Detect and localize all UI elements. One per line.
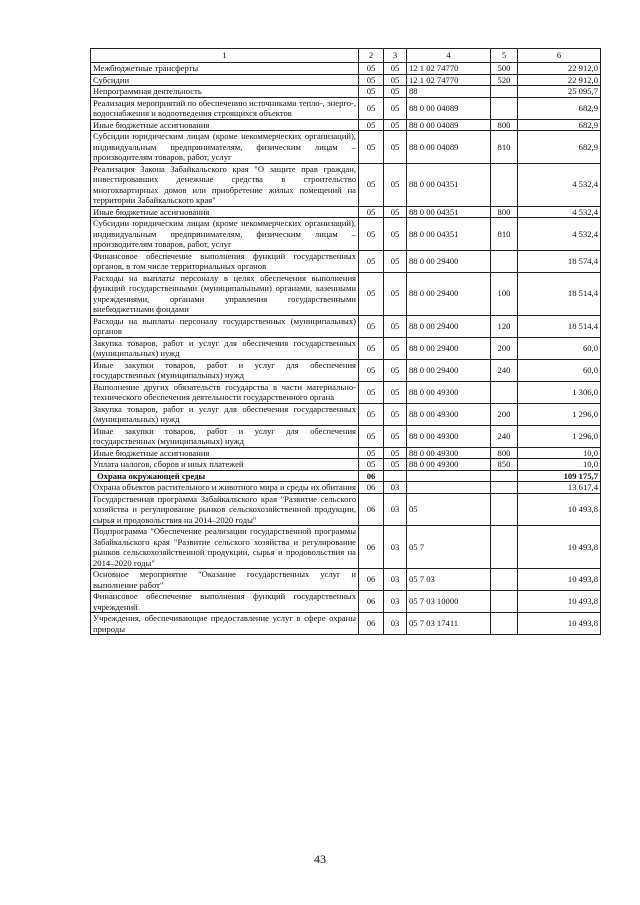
- row-amount-cell: 13 617,4: [518, 482, 601, 494]
- row-target-article-cell: 88 0 00 29400: [407, 250, 491, 272]
- row-name-cell: Подпрограмма "Обеспечение реализации государственной программы Забайкальского края "Развитие сельского хозяйства и регулирование рынков сельскохозяйственной продукции, сырья и продовольствия на 2014–2020 годы": [91, 526, 359, 569]
- row-expense-type-cell: 120: [491, 315, 518, 337]
- header-col-6: 6: [518, 49, 601, 63]
- row-expense-type-cell: [491, 163, 518, 206]
- row-name-cell: Учреждения, обеспечивающие предоставление услуг в сфере охраны природы: [91, 613, 359, 635]
- table-row: [91, 86, 601, 98]
- row-name-cell: Непрограммная деятельность: [91, 86, 359, 98]
- row-target-article-cell: 88 0 00 49300: [407, 459, 491, 471]
- row-target-article-cell: 12 1 02 74770: [407, 63, 491, 75]
- table-row: [91, 97, 601, 119]
- row-amount-cell: 4 532,4: [518, 218, 601, 251]
- row-name-cell: Финансовое обеспечение выполнения функций государственных органов, в том числе территориальных органов: [91, 250, 359, 272]
- row-subsection-cell: 05: [384, 74, 407, 86]
- row-target-article-cell: 88 0 00 29400: [407, 315, 491, 337]
- row-amount-cell: 18 514,4: [518, 272, 601, 315]
- table-row: [91, 250, 601, 272]
- row-target-article-cell: 88 0 00 04351: [407, 163, 491, 206]
- row-section-cell: 05: [359, 131, 384, 164]
- row-target-article-cell: 88 0 00 04089: [407, 131, 491, 164]
- row-target-article-cell: 88 0 00 04351: [407, 218, 491, 251]
- row-amount-cell: 18 514,4: [518, 315, 601, 337]
- row-amount-cell: 1 296,0: [518, 425, 601, 447]
- row-section-cell: 05: [359, 163, 384, 206]
- row-expense-type-cell: [491, 381, 518, 403]
- row-expense-type-cell: 810: [491, 218, 518, 251]
- row-amount-cell: 1 306,0: [518, 381, 601, 403]
- row-amount-cell: 22 912,0: [518, 63, 601, 75]
- row-subsection-cell: 05: [384, 403, 407, 425]
- row-section-cell: 05: [359, 86, 384, 98]
- row-section-cell: 05: [359, 459, 384, 471]
- row-name-cell: Выполнение других обязательств государства в части материально-технического обеспечения деятельности государственного органа: [91, 381, 359, 403]
- row-target-article-cell: 88 0 00 49300: [407, 447, 491, 459]
- row-name-cell: Субсидии: [91, 74, 359, 86]
- row-name-cell: Реализация мероприятий по обеспечению источниками тепло-, энерго-, водоснабжения и водоотведения строящихся объектов: [91, 97, 359, 119]
- table-row: [91, 459, 601, 471]
- table-row: [91, 569, 601, 591]
- row-target-article-cell: 12 1 02 74770: [407, 74, 491, 86]
- row-section-cell: 06: [359, 526, 384, 569]
- budget-table-sheet: [90, 48, 600, 635]
- row-subsection-cell: 05: [384, 337, 407, 359]
- row-target-article-cell: 88: [407, 86, 491, 98]
- row-subsection-cell: 05: [384, 97, 407, 119]
- row-amount-cell: 10 493,8: [518, 569, 601, 591]
- row-amount-cell: 682,9: [518, 97, 601, 119]
- table-row: [91, 591, 601, 613]
- row-subsection-cell: 05: [384, 63, 407, 75]
- row-expense-type-cell: [491, 470, 518, 482]
- row-section-cell: 05: [359, 447, 384, 459]
- row-section-cell: 06: [359, 493, 384, 526]
- row-amount-cell: 18 574,4: [518, 250, 601, 272]
- table-body: [91, 63, 601, 635]
- row-amount-cell: 10 493,8: [518, 526, 601, 569]
- table-row: [91, 359, 601, 381]
- row-section-cell: 06: [359, 613, 384, 635]
- table-row: [91, 131, 601, 164]
- row-name-cell: Межбюджетные трансферты: [91, 63, 359, 75]
- row-amount-cell: 10 493,8: [518, 591, 601, 613]
- row-name-cell: Расходы на выплаты персоналу государственных (муниципальных) органов: [91, 315, 359, 337]
- table-row: [91, 315, 601, 337]
- row-section-cell: 05: [359, 337, 384, 359]
- table-row: [91, 482, 601, 494]
- row-target-article-cell: 88 0 00 29400: [407, 359, 491, 381]
- row-target-article-cell: 88 0 00 29400: [407, 337, 491, 359]
- row-target-article-cell: 88 0 00 04089: [407, 119, 491, 131]
- row-name-cell: Иные бюджетные ассигнования: [91, 119, 359, 131]
- row-target-article-cell: 88 0 00 04351: [407, 206, 491, 218]
- table-row: [91, 218, 601, 251]
- table-row: [91, 403, 601, 425]
- table-row: [91, 337, 601, 359]
- row-amount-cell: 682,9: [518, 119, 601, 131]
- row-section-cell: 06: [359, 591, 384, 613]
- row-subsection-cell: 05: [384, 119, 407, 131]
- row-subsection-cell: [384, 470, 407, 482]
- header-col-1: 1: [91, 49, 359, 63]
- row-expense-type-cell: 200: [491, 337, 518, 359]
- row-section-cell: 05: [359, 119, 384, 131]
- row-amount-cell: 22 912,0: [518, 74, 601, 86]
- row-subsection-cell: 05: [384, 381, 407, 403]
- row-expense-type-cell: [491, 97, 518, 119]
- row-amount-cell: 60,0: [518, 359, 601, 381]
- header-col-2: 2: [359, 49, 384, 63]
- row-expense-type-cell: [491, 86, 518, 98]
- row-section-cell: 05: [359, 206, 384, 218]
- row-amount-cell: 109 175,7: [518, 470, 601, 482]
- row-name-cell: Иные закупки товаров, работ и услуг для обеспечения государственных (муниципальных) нужд: [91, 359, 359, 381]
- row-section-cell: 05: [359, 250, 384, 272]
- row-target-article-cell: 88 0 00 04089: [407, 97, 491, 119]
- row-section-cell: 06: [359, 482, 384, 494]
- row-target-article-cell: [407, 470, 491, 482]
- row-name-cell: Закупка товаров, работ и услуг для обеспечения государственных (муниципальных) нужд: [91, 337, 359, 359]
- row-section-cell: 05: [359, 425, 384, 447]
- row-name-cell: Субсидии юридическим лицам (кроме некоммерческих организаций), индивидуальным предпринимателям, физическим лицам – производителям товаров, работ, услуг: [91, 218, 359, 251]
- row-section-cell: 05: [359, 97, 384, 119]
- row-expense-type-cell: 100: [491, 272, 518, 315]
- row-target-article-cell: 05 7 03 10000: [407, 591, 491, 613]
- row-amount-cell: 10,0: [518, 447, 601, 459]
- table-row: [91, 470, 601, 482]
- row-subsection-cell: 05: [384, 218, 407, 251]
- row-amount-cell: 10,0: [518, 459, 601, 471]
- row-section-cell: 05: [359, 272, 384, 315]
- table-row: [91, 206, 601, 218]
- row-expense-type-cell: [491, 526, 518, 569]
- row-target-article-cell: 88 0 00 49300: [407, 381, 491, 403]
- row-section-cell: 05: [359, 403, 384, 425]
- row-expense-type-cell: 200: [491, 403, 518, 425]
- row-name-cell: Основное мероприятие "Оказание государственных услуг и выполнение работ": [91, 569, 359, 591]
- row-subsection-cell: 05: [384, 206, 407, 218]
- row-name-cell: Охрана окружающей среды: [91, 470, 359, 482]
- row-expense-type-cell: 520: [491, 74, 518, 86]
- row-expense-type-cell: 850: [491, 459, 518, 471]
- row-section-cell: 05: [359, 63, 384, 75]
- row-target-article-cell: 88 0 00 49300: [407, 425, 491, 447]
- row-subsection-cell: 05: [384, 86, 407, 98]
- table-row: [91, 526, 601, 569]
- row-name-cell: Закупка товаров, работ и услуг для обеспечения государственных (муниципальных) нужд: [91, 403, 359, 425]
- row-amount-cell: 60,0: [518, 337, 601, 359]
- row-amount-cell: 10 493,8: [518, 493, 601, 526]
- budget-table: [90, 48, 601, 635]
- row-target-article-cell: 05: [407, 493, 491, 526]
- row-subsection-cell: 03: [384, 569, 407, 591]
- row-subsection-cell: 05: [384, 250, 407, 272]
- row-expense-type-cell: 240: [491, 425, 518, 447]
- row-expense-type-cell: 800: [491, 119, 518, 131]
- row-amount-cell: 4 532,4: [518, 163, 601, 206]
- row-amount-cell: 682,9: [518, 131, 601, 164]
- header-col-3: 3: [384, 49, 407, 63]
- row-subsection-cell: 03: [384, 591, 407, 613]
- table-row: [91, 63, 601, 75]
- row-name-cell: Иные бюджетные ассигнования: [91, 447, 359, 459]
- row-section-cell: 05: [359, 359, 384, 381]
- row-amount-cell: 25 095,7: [518, 86, 601, 98]
- row-expense-type-cell: [491, 493, 518, 526]
- row-section-cell: 05: [359, 218, 384, 251]
- table-row: [91, 613, 601, 635]
- row-subsection-cell: 03: [384, 613, 407, 635]
- row-name-cell: Иные бюджетные ассигнования: [91, 206, 359, 218]
- row-expense-type-cell: 810: [491, 131, 518, 164]
- row-target-article-cell: 88 0 00 29400: [407, 272, 491, 315]
- table-row: [91, 119, 601, 131]
- row-subsection-cell: 03: [384, 526, 407, 569]
- row-subsection-cell: 05: [384, 272, 407, 315]
- row-target-article-cell: 05 7: [407, 526, 491, 569]
- row-section-cell: 05: [359, 74, 384, 86]
- row-subsection-cell: 03: [384, 482, 407, 494]
- row-expense-type-cell: [491, 250, 518, 272]
- row-section-cell: 05: [359, 381, 384, 403]
- table-row: [91, 447, 601, 459]
- table-row: [91, 425, 601, 447]
- row-expense-type-cell: 240: [491, 359, 518, 381]
- table-header-row: [91, 49, 601, 63]
- row-subsection-cell: 05: [384, 447, 407, 459]
- row-subsection-cell: 05: [384, 459, 407, 471]
- row-name-cell: Субсидии юридическим лицам (кроме некоммерческих организаций), индивидуальным предпринимателям, физическим лицам – производителям товаров, работ, услуг: [91, 131, 359, 164]
- header-col-5: 5: [491, 49, 518, 63]
- row-name-cell: Охрана объектов растительного и животного мира и среды их обитания: [91, 482, 359, 494]
- row-expense-type-cell: [491, 613, 518, 635]
- row-expense-type-cell: [491, 591, 518, 613]
- row-target-article-cell: 05 7 03: [407, 569, 491, 591]
- row-amount-cell: 10 493,8: [518, 613, 601, 635]
- table-row: [91, 74, 601, 86]
- row-expense-type-cell: 800: [491, 206, 518, 218]
- row-subsection-cell: 03: [384, 493, 407, 526]
- row-target-article-cell: [407, 482, 491, 494]
- header-col-4: 4: [407, 49, 491, 63]
- row-expense-type-cell: [491, 569, 518, 591]
- row-section-cell: 05: [359, 315, 384, 337]
- row-name-cell: Расходы на выплаты персоналу в целях обеспечения выполнения функций государственными (муниципальными) органами, казенными учреждениями, органами управления государственными внебюджетными фондами: [91, 272, 359, 315]
- table-row: [91, 381, 601, 403]
- row-amount-cell: 1 296,0: [518, 403, 601, 425]
- row-target-article-cell: 88 0 00 49300: [407, 403, 491, 425]
- row-subsection-cell: 05: [384, 131, 407, 164]
- row-target-article-cell: 05 7 03 17411: [407, 613, 491, 635]
- row-name-cell: Государственная программа Забайкальского края "Развитие сельского хозяйства и регулирование рынков сельскохозяйственной продукции, сырья и продовольствия на 2014–2020 годы": [91, 493, 359, 526]
- table-row: [91, 272, 601, 315]
- row-name-cell: Уплата налогов, сборов и иных платежей: [91, 459, 359, 471]
- row-amount-cell: 4 532,4: [518, 206, 601, 218]
- row-expense-type-cell: 800: [491, 447, 518, 459]
- row-subsection-cell: 05: [384, 315, 407, 337]
- row-name-cell: Реализация Закона Забайкальского края "О защите прав граждан, инвестировавших денежные средства в строительство многоквартирных домов или приобретение жилых помещений на территории Забайкальского края": [91, 163, 359, 206]
- table-row: [91, 163, 601, 206]
- row-name-cell: Финансовое обеспечение выполнения функций государственных учреждений: [91, 591, 359, 613]
- table-row: [91, 493, 601, 526]
- row-section-cell: 06: [359, 470, 384, 482]
- row-expense-type-cell: [491, 482, 518, 494]
- row-name-cell: Иные закупки товаров, работ и услуг для обеспечения государственных (муниципальных) нужд: [91, 425, 359, 447]
- row-subsection-cell: 05: [384, 359, 407, 381]
- row-subsection-cell: 05: [384, 425, 407, 447]
- row-section-cell: 06: [359, 569, 384, 591]
- row-expense-type-cell: 500: [491, 63, 518, 75]
- page-number: 43: [314, 852, 326, 866]
- row-subsection-cell: 05: [384, 163, 407, 206]
